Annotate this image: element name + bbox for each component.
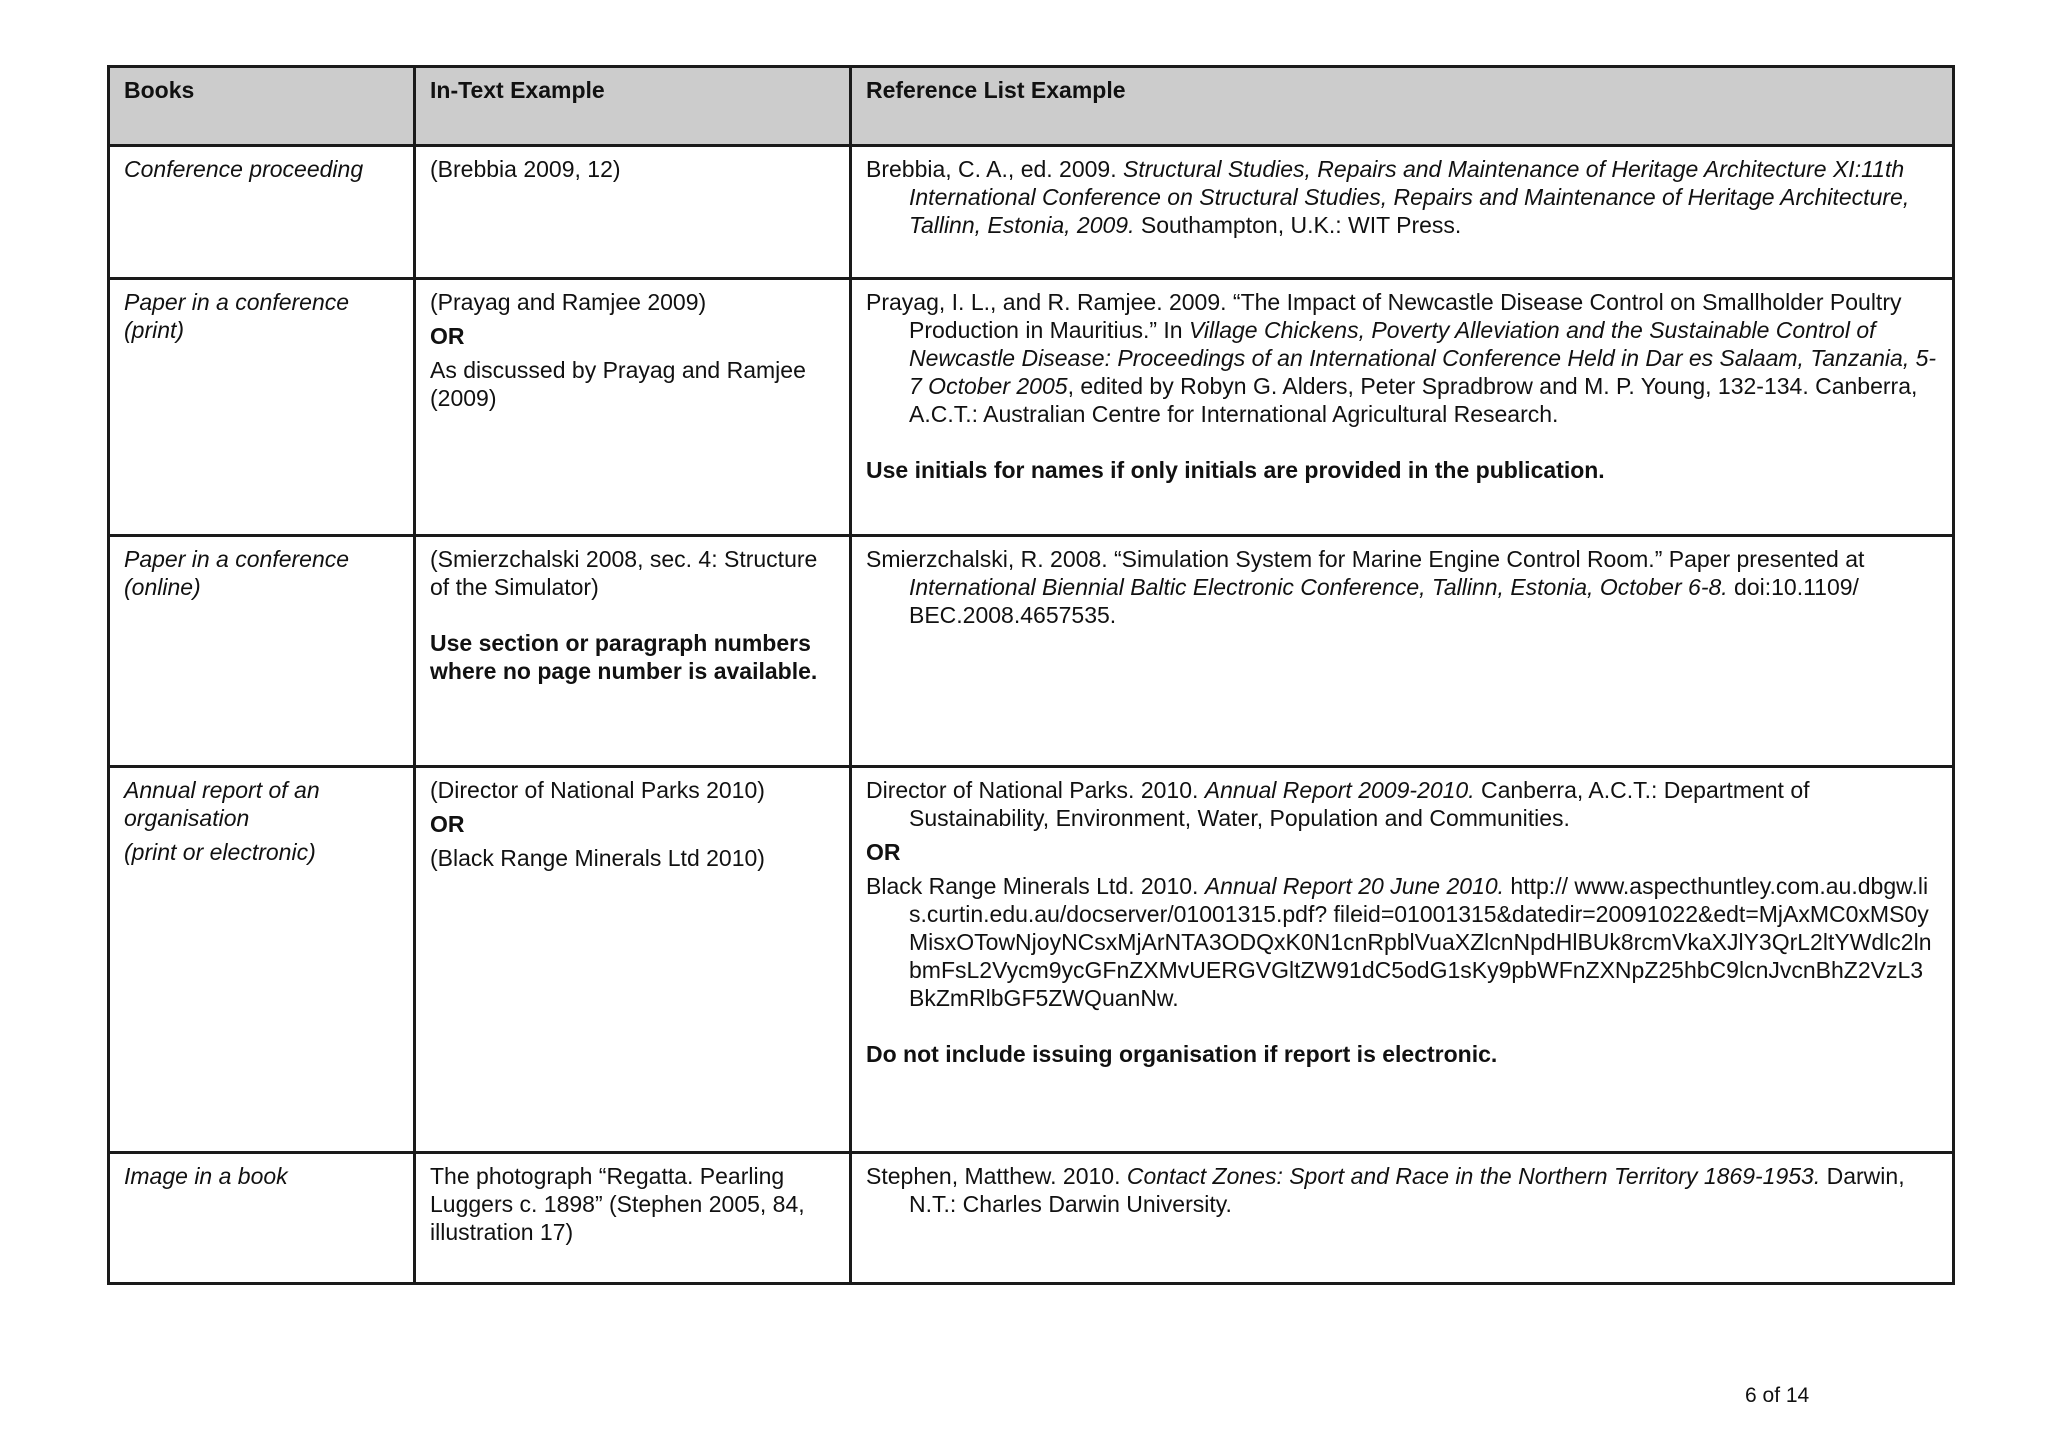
category-cell bbox=[109, 767, 415, 1153]
reference-cell bbox=[851, 1153, 1954, 1284]
header-in-text-example: In-Text Example bbox=[415, 67, 851, 146]
in-text-example: (Black Range Minerals Ltd 2010) bbox=[430, 845, 765, 871]
reference-entry: Brebbia, C. A., ed. 2009. Structural Studies, Repairs and Maintenance of Heritage Architecture XI:11th International Conference on Structural Studies, Repairs and Maintenance of Heritage Architecture, Tallinn, Estonia, 2009. Southampton, U.K.: WIT Press. bbox=[866, 156, 1910, 238]
in-text-example: As discussed by Prayag and Ramjee (2009) bbox=[430, 357, 806, 411]
in-text-cell bbox=[415, 1153, 851, 1284]
category-label: Conference proceeding bbox=[124, 156, 364, 182]
table-row bbox=[109, 279, 1954, 536]
category-cell bbox=[109, 1153, 415, 1284]
reference-entry: Director of National Parks. 2010. Annual Report 2009-2010. Canberra, A.C.T.: Department of Sustainability, Environment, Water, Population and Communities. bbox=[866, 777, 1810, 831]
in-text-example: (Prayag and Ramjee 2009) bbox=[430, 289, 707, 315]
category-cell bbox=[109, 279, 415, 536]
header-books: Books bbox=[109, 67, 415, 146]
table-row bbox=[109, 536, 1954, 767]
reference-entry: Prayag, I. L., and R. Ramjee. 2009. “The Impact of Newcastle Disease Control on Smallholder Poultry Production in Mauritius.” In Village Chickens, Poverty Alleviation and the Sustainable Control of Newcastle Disease: Proceedings of an International Conference Held in Dar es Salaam, Tanzania, 5-7 October 2005, edited by Robyn G. Alders, Peter Spradbrow and M. P. Young, 132-134. Canberra, A.C.T.: Australian Centre for International Agricultural Research. bbox=[866, 289, 1937, 427]
table-row bbox=[109, 767, 1954, 1153]
reference-cell bbox=[851, 279, 1954, 536]
reference-entry: Stephen, Matthew. 2010. Contact Zones: Sport and Race in the Northern Territory 1869-1953. Darwin, N.T.: Charles Darwin University. bbox=[866, 1163, 1905, 1217]
in-text-cell bbox=[415, 279, 851, 536]
or-label: OR bbox=[430, 323, 465, 349]
header-reference-list-example: Reference List Example bbox=[851, 67, 1954, 146]
in-text-example: (Director of National Parks 2010) bbox=[430, 777, 765, 803]
in-text-note: Use section or paragraph numbers where no page number is available. bbox=[430, 630, 818, 684]
reference-table bbox=[107, 65, 1955, 1285]
or-label: OR bbox=[866, 839, 901, 865]
reference-note: Use initials for names if only initials are provided in the publication. bbox=[866, 457, 1605, 483]
or-label: OR bbox=[430, 811, 465, 837]
page-number: 6 of 14 bbox=[1745, 1384, 1810, 1407]
in-text-example: The photograph “Regatta. Pearling Luggers c. 1898” (Stephen 2005, 84, illustration 17) bbox=[430, 1163, 805, 1245]
category-label: Paper in a conference (print) bbox=[124, 289, 350, 343]
table-row bbox=[109, 1153, 1954, 1284]
category-label: Annual report of an organisation bbox=[124, 777, 320, 831]
table-header-row bbox=[109, 67, 1954, 146]
in-text-cell bbox=[415, 146, 851, 279]
reference-entry: Smierzchalski, R. 2008. “Simulation System for Marine Engine Control Room.” Paper presented at International Biennial Baltic Electronic Conference, Tallinn, Estonia, October 6-8. doi:10.1109/ BEC.2008.4657535. bbox=[866, 546, 1865, 628]
table-row bbox=[109, 146, 1954, 279]
reference-cell bbox=[851, 767, 1954, 1153]
in-text-example: (Smierzchalski 2008, sec. 4: Structure of the Simulator) bbox=[430, 546, 818, 600]
category-cell bbox=[109, 146, 415, 279]
reference-note: Do not include issuing organisation if report is electronic. bbox=[866, 1041, 1498, 1067]
category-sublabel: (print or electronic) bbox=[124, 839, 316, 865]
in-text-example: (Brebbia 2009, 12) bbox=[430, 156, 621, 182]
in-text-cell bbox=[415, 767, 851, 1153]
category-label: Paper in a conference (online) bbox=[124, 546, 350, 600]
category-label: Image in a book bbox=[124, 1163, 288, 1189]
reference-cell bbox=[851, 146, 1954, 279]
reference-entry: Black Range Minerals Ltd. 2010. Annual Report 20 June 2010. http:// www.aspecthuntley.com.au.dbgw.lis.curtin.edu.au/docserver/01001315.pdf? fileid=01001315&datedir=20091022&edt=MjAxMC0xMS0yMisxOTowNjoyNCsxMjArNTA3ODQxK0N1cnRpblVuaXZlcnNpdHlBUk8rcmVkaXJlY3QrL2ltYWdlc2lnbmFsL2Vycm9ycGFnZXMvUERGVGltZW91dC5odG1sKy9pbWFnZXNpZ25hbC9lcnJvcnBhZ2VzL3BkZmRlbGF5ZWQuanNw. bbox=[866, 873, 1932, 1011]
in-text-cell bbox=[415, 536, 851, 767]
category-cell bbox=[109, 536, 415, 767]
report-url-link[interactable]: http:// www.aspecthuntley.com.au.dbgw.lis.curtin.edu.au/docserver/01001315.pdf? fileid=01001315&datedir=20091022&edt=MjAxMC0xMS0yMisxOTowNjoyNCsxMjArNTA3ODQxK0N1cnRpblVuaXZlcnNpdHlBUk8rcmVkaXJlY3QrL2ltYWdlc2lnbmFsL2Vycm9ycGFnZXMvUERGVGltZW91dC5odG1sKy9pbWFnZXNpZ25hbC9lcnJvcnBhZ2VzL3BkZmRlbGF5ZWQuanNw. bbox=[909, 873, 1932, 1011]
reference-cell bbox=[851, 536, 1954, 767]
